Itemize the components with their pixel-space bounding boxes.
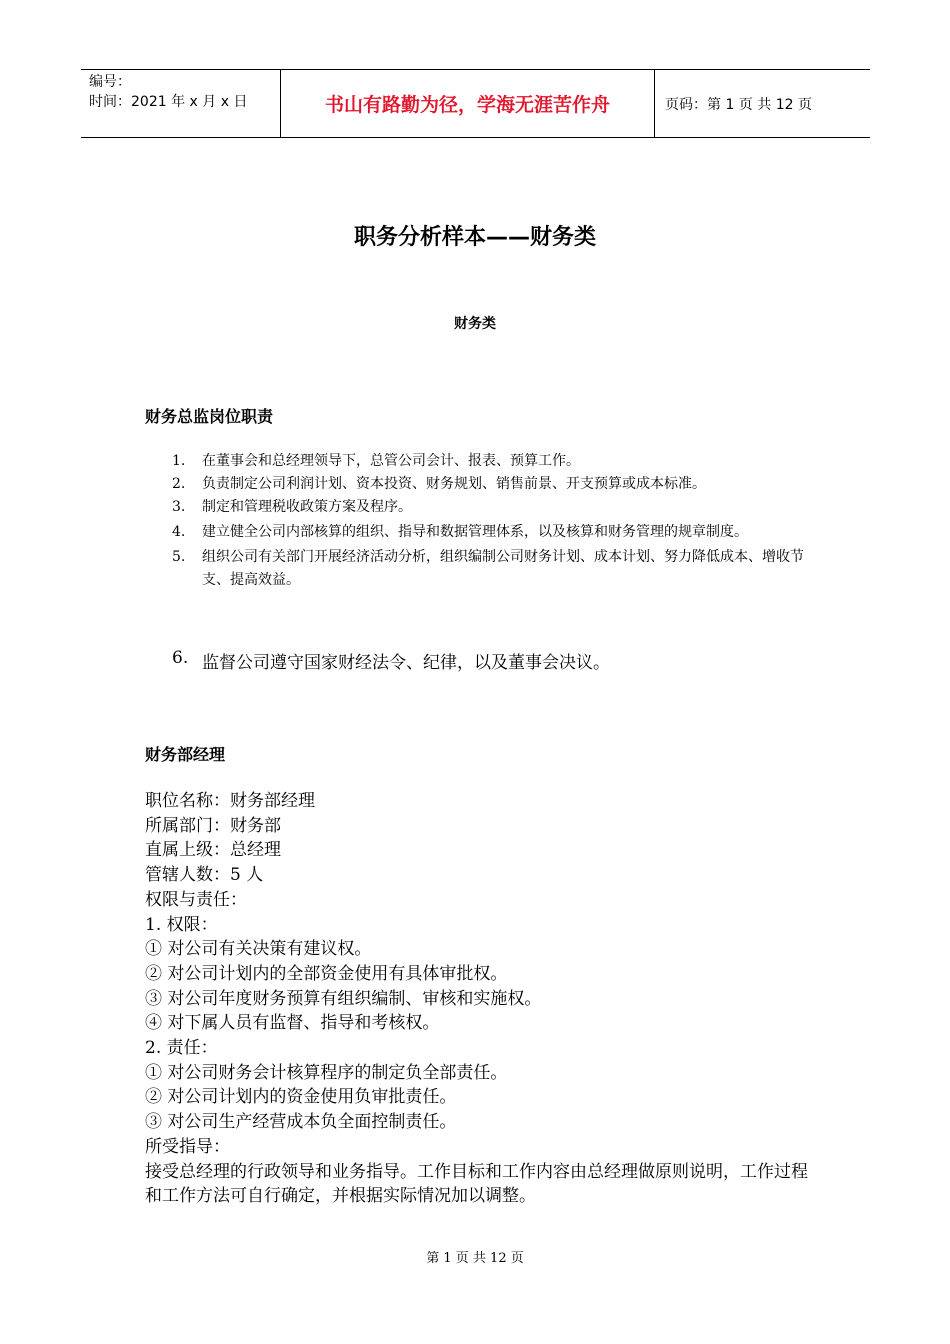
body-line: ③ 对公司生产经营成本负全面控制责任。 [145, 1112, 457, 1133]
body-line: 所属部门：财务部 [145, 815, 281, 836]
header-motto: 书山有路勤为径，学海无涯苦作舟 [281, 70, 655, 137]
list-item: 5. 组织公司有关部门开展经济活动分析，组织编制公司财务计划、成本计划、努力降低成本、增收节支、提高效益。 [172, 549, 804, 588]
document-header-table [81, 69, 870, 138]
list-item: 2. 负责制定公司利润计划、资本投资、财务规划、销售前景、开支预算或成本标准。 [172, 476, 706, 492]
document-number-label: 编号： [89, 74, 131, 90]
header-meta-cell [81, 70, 281, 137]
document-subtitle: 财务类 [454, 316, 496, 332]
finance-manager-details [145, 789, 815, 1209]
body-line: 管辖人数：5 人 [145, 865, 264, 886]
body-line: 职位名称：财务部经理 [145, 791, 315, 811]
document-title: 职务分析样本——财务类 [353, 225, 596, 250]
body-line: 直属上级：总经理 [145, 840, 281, 861]
body-line: 所受指导： [145, 1136, 230, 1157]
body-paragraph: 接受总经理的行政领导和业务指导。工作目标和工作内容由总经理做原则说明，工作过程和工作方法可自行确定，并根据实际情况加以调整。 [145, 1161, 808, 1207]
header-page-info: 页码：第 1 页 共 12 页 [665, 96, 812, 113]
section-heading-cfo: 财务总监岗位职责 [145, 407, 274, 426]
body-line: 1. 权限： [145, 914, 218, 935]
body-line: ① 对公司有关决策有建议权。 [145, 939, 372, 960]
body-line: 2. 责任： [145, 1038, 218, 1059]
body-line: ② 对公司计划内的资金使用负审批责任。 [145, 1087, 457, 1108]
body-line: 权限与责任： [145, 889, 247, 910]
body-line: ③ 对公司年度财务预算有组织编制、审核和实施权。 [145, 988, 542, 1009]
document-time-label: 时间：2021 年 x 月 x 日 [89, 94, 248, 110]
section-heading-finance-manager: 财务部经理 [145, 745, 226, 764]
page-footer: 第 1 页 共 12 页 [426, 1251, 524, 1266]
list-item: 3. 制定和管理税收政策方案及程序。 [172, 499, 412, 515]
cfo-duties-list [172, 450, 812, 592]
body-line: ② 对公司计划内的全部资金使用有具体审批权。 [145, 963, 508, 984]
list-item: 4. 建立健全公司内部核算的组织、指导和数据管理体系，以及核算和财务管理的规章制度。 [172, 524, 748, 540]
list-item: 6. 监督公司遵守国家财经法令、纪律，以及董事会决议。 [172, 648, 610, 673]
list-item: 1. 在董事会和总经理领导下，总管公司会计、报表、预算工作。 [172, 453, 580, 469]
body-line: ④ 对下属人员有监督、指导和考核权。 [145, 1013, 440, 1034]
body-line: ① 对公司财务会计核算程序的制定负全部责任。 [145, 1062, 508, 1083]
